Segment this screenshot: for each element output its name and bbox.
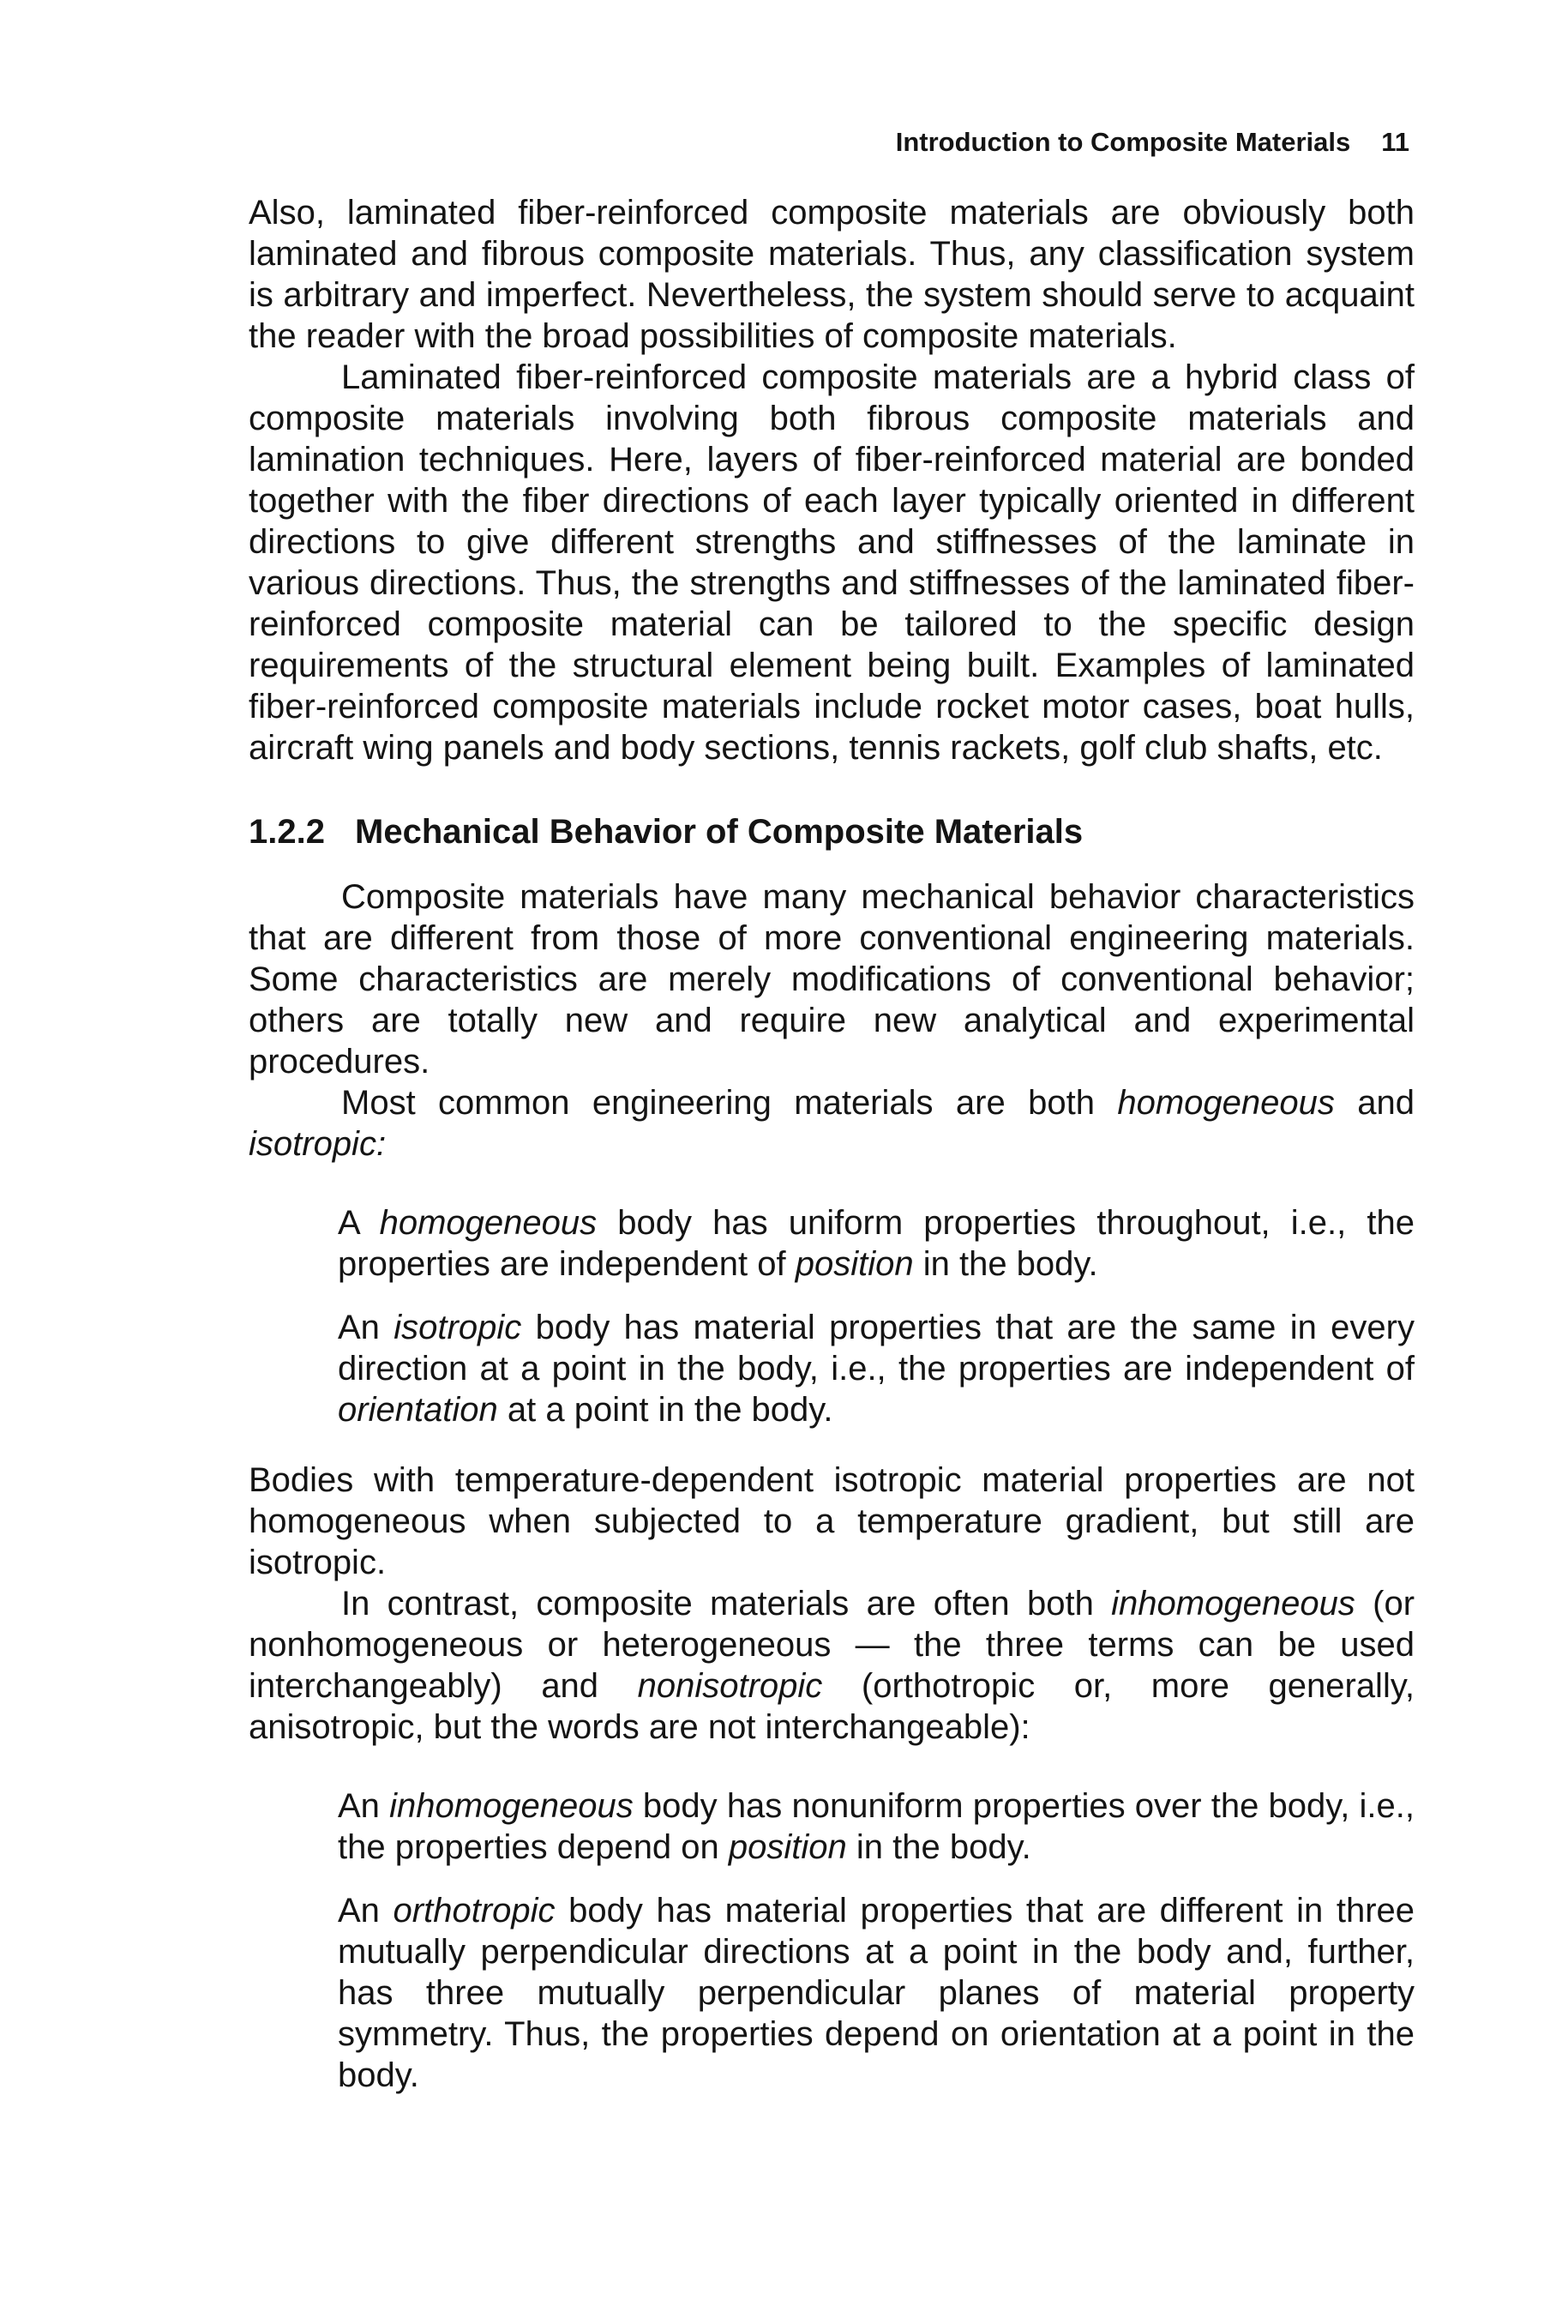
paragraph-classification: Also, laminated fiber-reinforced composite materials are obviously both laminated and fibrous composite materials. Thus, any classification system is arbitrary and imperfect. Nevertheless, the system should serve to acquaint the reader with the broad possibilities of composite materials.: [249, 194, 1415, 355]
term-homogeneous: homogeneous: [1117, 1084, 1335, 1122]
definition-inhomogeneous: An inhomogeneous body has nonuniform properties over the body, i.e., the properties depend on position in the body.: [338, 1787, 1415, 1866]
section-number: 1.2.2: [249, 813, 325, 851]
section-heading: [249, 811, 1415, 852]
term-inhomogeneous: inhomogeneous: [1111, 1585, 1355, 1623]
running-header: [249, 127, 1415, 158]
definition-homogeneous: A homogeneous body has uniform properties throughout, i.e., the properties are independent of position in the body.: [338, 1204, 1415, 1283]
paragraph-common-materials: Most common engineering materials are both homogeneous and isotropic:: [249, 1084, 1415, 1163]
term-isotropic: isotropic:: [249, 1125, 387, 1163]
paragraph-mechanical-behavior: Composite materials have many mechanical behavior characteristics that are different from those of more conventional engineering materials. Some characteristics are merely modifications of conventional behavior; others are totally new and require new analytical and experimental procedures.: [249, 878, 1415, 1081]
paragraph-in-contrast: In contrast, composite materials are often both inhomogeneous (or nonhomogeneous or heterogeneous — the three terms can be used interchangeably) and nonisotropic (orthotropic or, more generally, anisotropic, but the words are not interchangeable):: [249, 1585, 1415, 1746]
page-number: 11: [1381, 127, 1409, 157]
paragraph-temperature-dependent: Bodies with temperature-dependent isotropic material properties are not homogeneous when subjected to a temperature gradient, but still are isotropic.: [249, 1461, 1415, 1581]
book-page: [249, 127, 1415, 2096]
definition-isotropic: An isotropic body has material properties that are the same in every direction at a point in the body, i.e., the properties are independent of orientation at a point in the body.: [338, 1309, 1415, 1429]
paragraph-laminated-fiber: Laminated fiber-reinforced composite materials are a hybrid class of composite materials involving both fibrous composite materials and lamination techniques. Here, layers of fiber-reinforced material are bonded together with the fiber directions of each layer typically oriented in different directions to give different strengths and stiffnesses of the laminate in various directions. Thus, the strengths and stiffnesses of the laminated fiber-reinforced composite material can be tailored to the specific design requirements of the structural element being built. Examples of laminated fiber-reinforced composite materials include rocket motor cases, boat hulls, aircraft wing panels and body sections, tennis rackets, golf club shafts, etc.: [249, 358, 1415, 767]
running-title: Introduction to Composite Materials: [895, 127, 1351, 157]
term-nonisotropic: nonisotropic: [637, 1667, 823, 1705]
section-title: Mechanical Behavior of Composite Materials: [355, 813, 1084, 851]
definition-orthotropic: An orthotropic body has material properties that are different in three mutually perpendicular directions at a point in the body and, further, has three mutually perpendicular planes of material property symmetry. Thus, the properties depend on orientation at a point in the body.: [338, 1892, 1415, 2094]
